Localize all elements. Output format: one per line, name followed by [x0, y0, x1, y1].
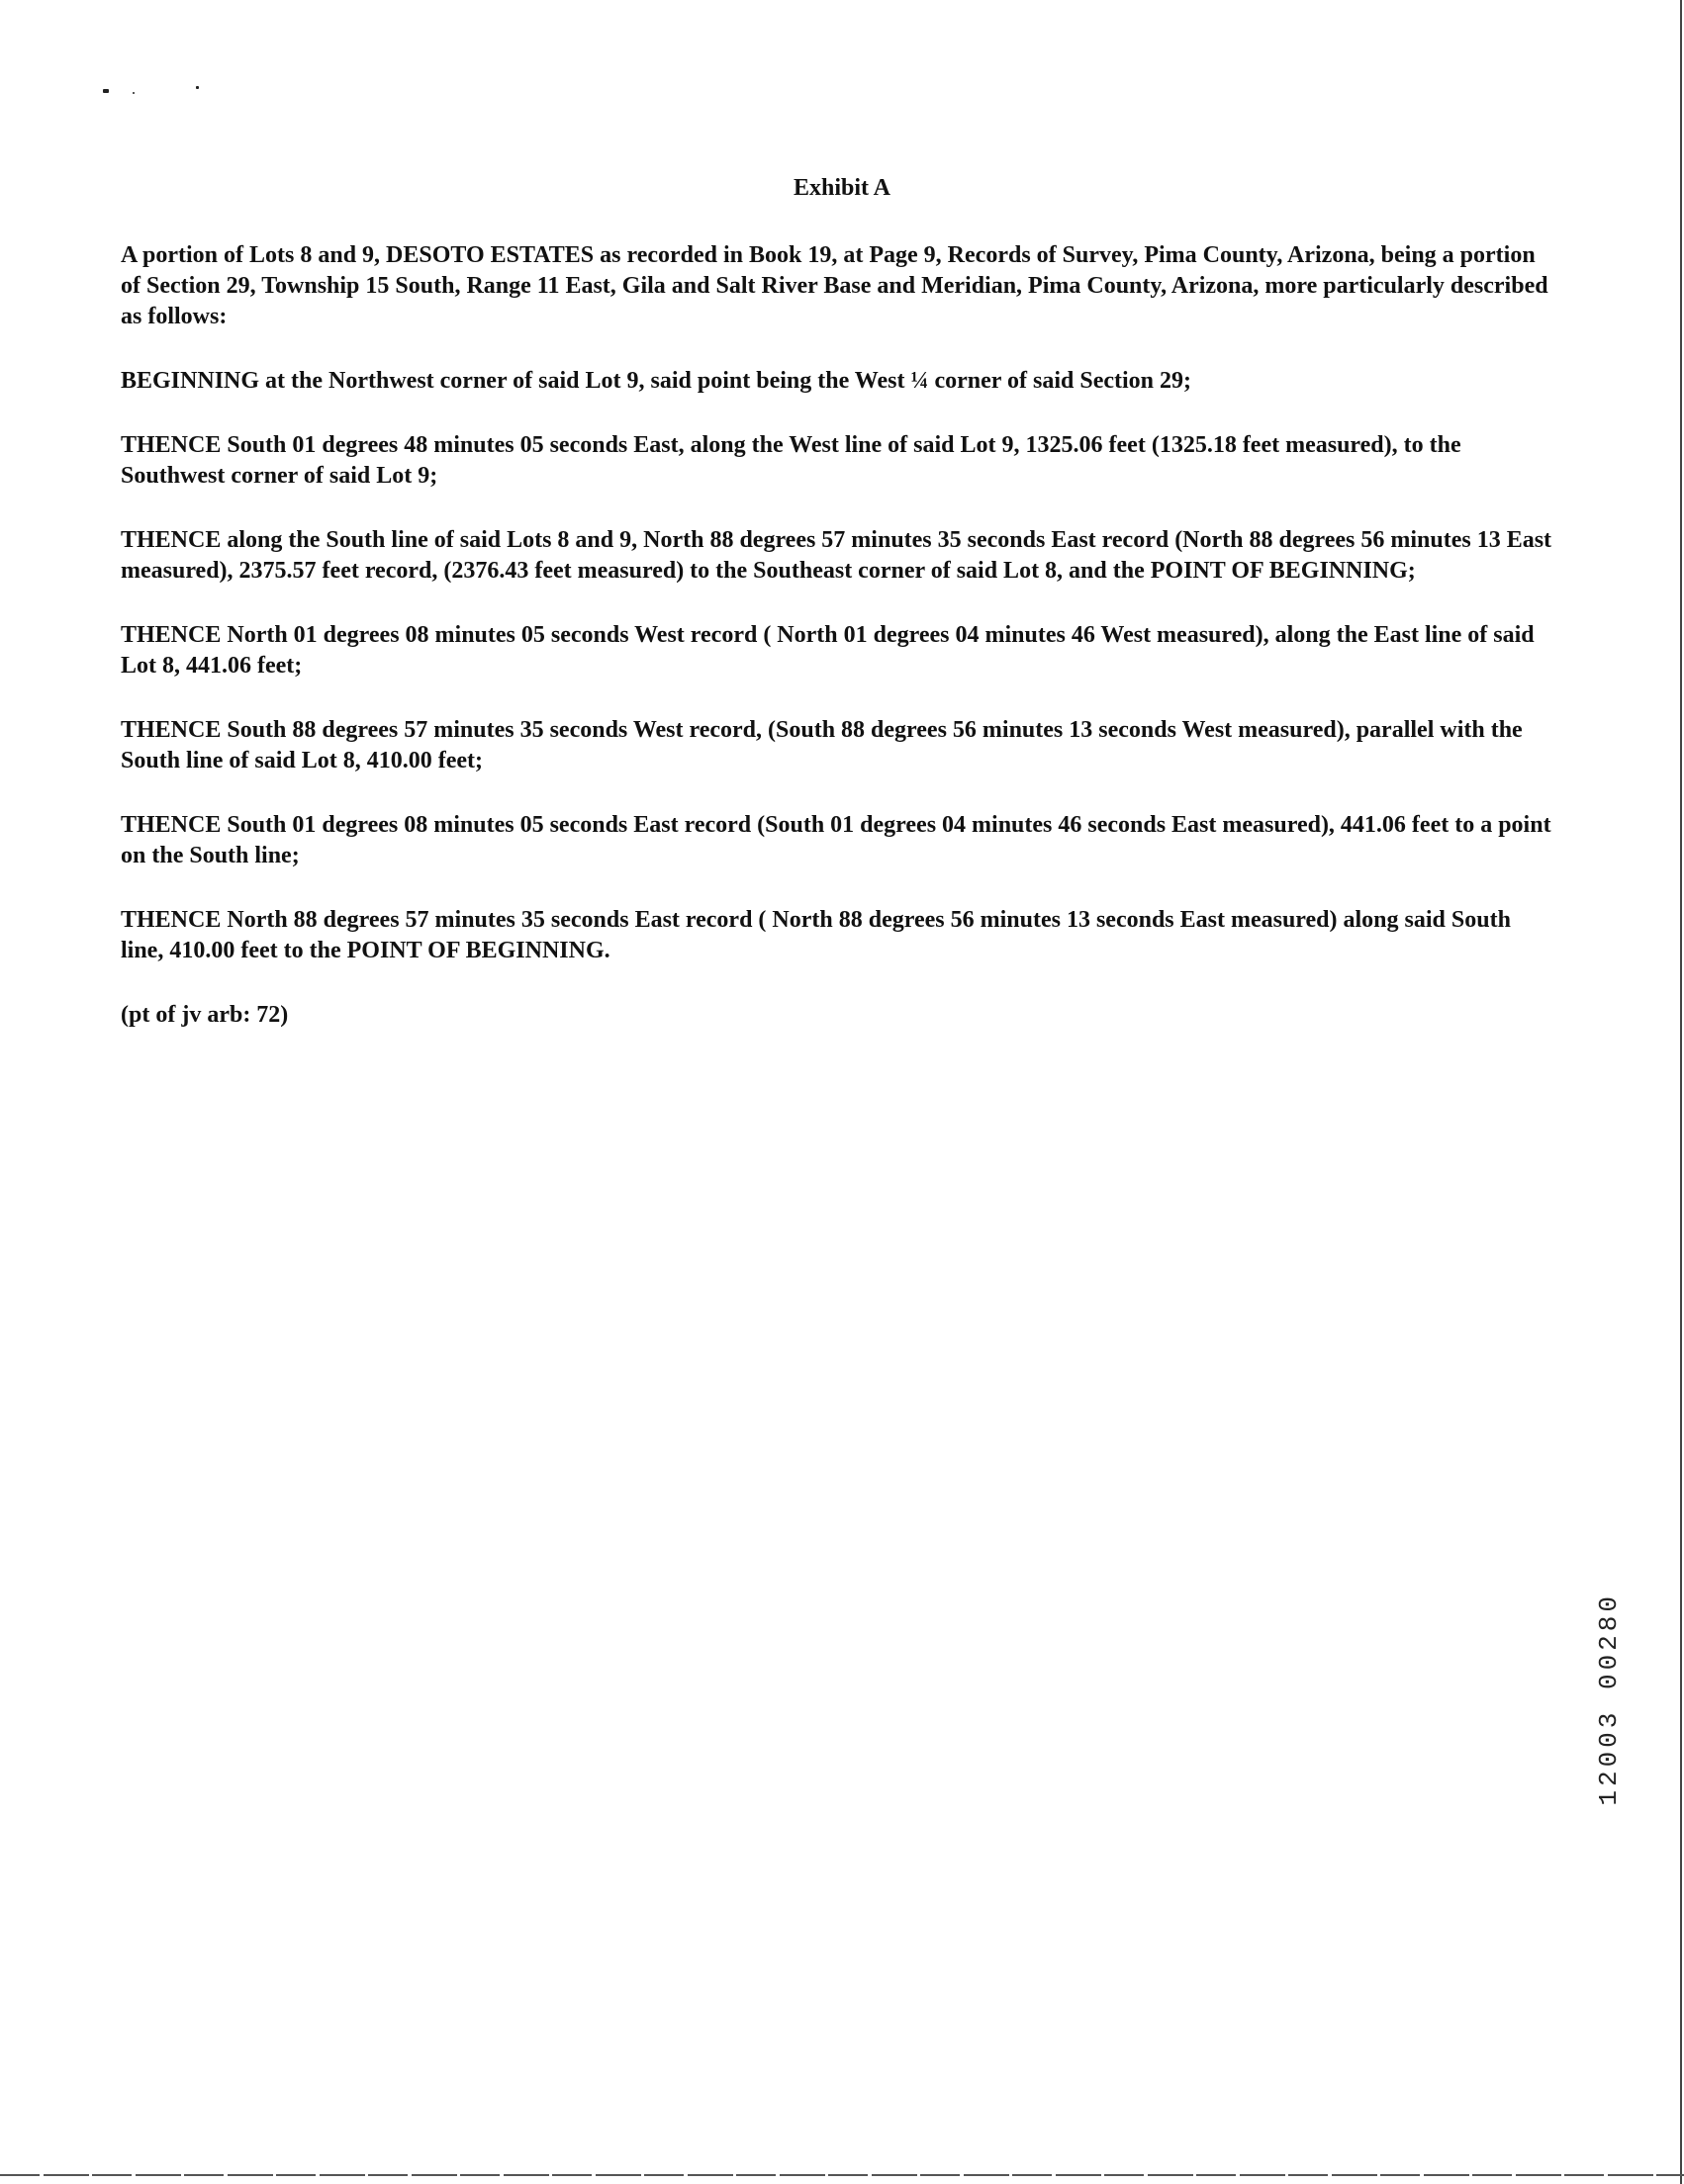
- scan-speck: [196, 86, 199, 89]
- paragraph-course-2: THENCE along the South line of said Lots 8 and 9, North 88 degrees 57 minutes 35 seconds East record (North 88 degrees 56 minutes 13 East measured), 2375.57 feet record, (2376.43 feet measured) to the Southeast corner of said Lot 8, and the POINT OF BEGINNING;: [121, 527, 1552, 584]
- page-right-edge: [1680, 0, 1682, 2184]
- paragraph-course-5: THENCE South 01 degrees 08 minutes 05 seconds East record (South 01 degrees 04 minutes 46 seconds East measured), 441.06 feet to a point on the South line;: [121, 812, 1551, 868]
- page-bottom-edge: [0, 2174, 1684, 2176]
- paragraph-course-3: THENCE North 01 degrees 08 minutes 05 seconds West record ( North 01 degrees 04 minutes 46 West measured), along the East line of said Lot 8, 441.06 feet;: [121, 622, 1535, 679]
- paragraph-course-4: THENCE South 88 degrees 57 minutes 35 seconds West record, (South 88 degrees 56 minutes 13 seconds West measured), parallel with the South line of said Lot 8, 410.00 feet;: [121, 717, 1523, 774]
- paragraph-beginning: BEGINNING at the Northwest corner of said Lot 9, said point being the West ¼ corner of said Section 29;: [121, 368, 1191, 394]
- bates-number: 12003 00280: [1594, 1592, 1624, 1806]
- paragraph-reference: (pt of jv arb: 72): [121, 1002, 289, 1028]
- bates-stamp: [1594, 1592, 1624, 1855]
- scan-speck: [133, 92, 135, 94]
- legal-description: [121, 240, 1555, 1064]
- page-title: Exhibit A: [793, 175, 891, 201]
- paragraph-course-6: THENCE North 88 degrees 57 minutes 35 seconds East record ( North 88 degrees 56 minutes 13 seconds East measured) along said South line, 410.00 feet to the POINT OF BEGINNING.: [121, 907, 1511, 963]
- paragraph-intro: A portion of Lots 8 and 9, DESOTO ESTATES as recorded in Book 19, at Page 9, Records of Survey, Pima County, Arizona, being a portion of Section 29, Township 15 South, Range 11 East, Gila and Salt River Base and Meridian, Pima County, Arizona, more particularly described as follows:: [121, 242, 1548, 329]
- paragraph-course-1: THENCE South 01 degrees 48 minutes 05 seconds East, along the West line of said Lot 9, 1325.06 feet (1325.18 feet measured), to the Southwest corner of said Lot 9;: [121, 432, 1461, 489]
- scan-speck: [103, 89, 109, 93]
